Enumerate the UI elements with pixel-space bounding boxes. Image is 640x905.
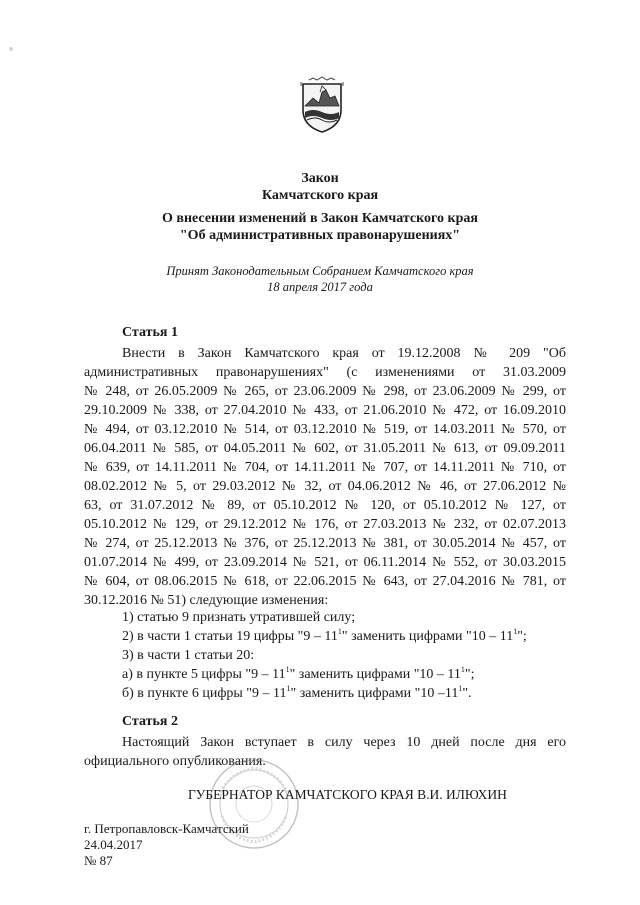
- article-1-heading: Статья 1: [122, 325, 178, 340]
- article-1-line: № 639, от 14.11.2011 № 704, от 14.11.2011 № 707, от 14.11.2011 № 710, от: [84, 460, 566, 475]
- article-1-line: № 494, от 03.12.2010 № 514, от 03.12.2010 № 519, от 14.03.2011 № 570, от: [84, 422, 566, 437]
- article-2-line: официального опубликования.: [84, 754, 266, 769]
- footer-city: г. Петропавловск-Камчатский: [84, 821, 249, 836]
- amendment-item-3a: а) в пункте 5 цифры "$9 - 11^1$" заменить цифрами "$10 - 11^1$";: [122, 665, 475, 682]
- amendment-item-3b: б) в пункте 6 цифры "$9 - 11^1$" заменить цифрами "10 $-11^1$".: [122, 684, 472, 701]
- article-1-line: 01.07.2014 № 499, от 23.09.2014 № 521, от 06.11.2014 № 552, от 30.03.2015: [84, 555, 566, 570]
- article-2-line: Настоящий Закон вступает в силу через 10 дней после дня его: [122, 735, 566, 750]
- adoption-note: Принят Законодательным Собранием Камчатского края: [166, 264, 474, 278]
- document-title: Закон: [301, 171, 339, 186]
- footer-number: № 87: [84, 853, 113, 868]
- article-1-line: 08.02.2012 № 5, от 29.03.2012 № 32, от 04.06.2012 № 46, от 27.06.2012 №: [84, 479, 566, 494]
- document-title-region: Камчатского края: [261, 188, 379, 203]
- margin-mark-icon: [6, 44, 16, 54]
- article-2-heading: Статья 2: [122, 714, 178, 729]
- article-1-line: 63, от 31.07.2012 № 89, от 05.10.2012 № 120, от 05.10.2012 № 127, от: [84, 498, 566, 513]
- governor-signature: ГУБЕРНАТОР КАМЧАТСКОГО КРАЯ В.И. ИЛЮХИН: [188, 787, 507, 802]
- document-subject-law: "Об административных правонарушениях": [179, 228, 461, 243]
- article-2-text: [84, 733, 566, 771]
- article-1-line: 29.10.2009 № 338, от 27.04.2010 № 433, от 21.06.2010 № 472, от 16.09.2010: [84, 403, 566, 418]
- amendment-item-1: 1) статью 9 признать утратившей силу;: [122, 610, 356, 625]
- article-1-line: № 248, от 26.05.2009 № 265, от 23.06.2009 № 298, от 23.06.2009 № 299, от: [84, 384, 566, 399]
- adoption-date: 18 апреля 2017 года: [267, 280, 373, 294]
- article-1-line: № 274, от 25.12.2013 № 376, от 25.12.2013 № 381, от 30.05.2014 № 457, от: [84, 536, 566, 551]
- article-1-line: № 604, от 08.06.2015 № 618, от 22.06.2015 № 643, от 27.04.2016 № 781, от: [84, 574, 566, 589]
- article-1-text: [84, 344, 566, 610]
- article-1-line: 06.04.2011 № 585, от 04.05.2011 № 602, от 31.05.2011 № 613, от 09.09.2011: [84, 441, 566, 456]
- document-subject: О внесении изменений в Закон Камчатского края: [162, 211, 478, 226]
- article-1-line: 30.12.2016 № 51) следующие изменения:: [84, 593, 329, 608]
- amendment-item-3: 3) в части 1 статьи 20:: [122, 648, 255, 663]
- article-1-line: административных правонарушениях" (с изменениями от 31.03.2009: [84, 365, 566, 380]
- amendment-item-2: 2) в части 1 статьи 19 цифры "$9 - 11^1$" заменить цифрами "$10 - 11^1$";: [122, 627, 527, 644]
- footer-date: 24.04.2017: [84, 837, 143, 852]
- coat-of-arms-icon: [299, 76, 345, 134]
- article-1-line: Внести в Закон Камчатского края от 19.12.2008 № 209 "Об: [122, 346, 566, 361]
- official-seal-icon: [206, 756, 302, 852]
- article-1-line: 05.10.2012 № 129, от 29.12.2012 № 176, от 27.03.2013 № 232, от 02.07.2013: [84, 517, 566, 532]
